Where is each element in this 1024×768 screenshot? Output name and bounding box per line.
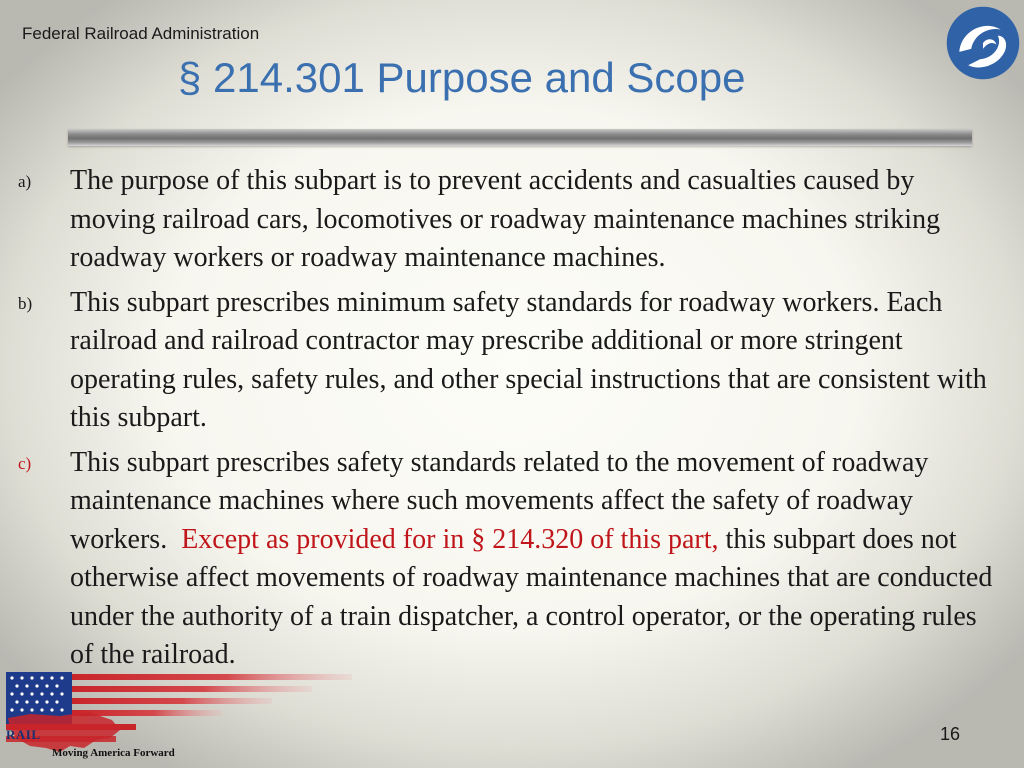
- slide-title: § 214.301 Purpose and Scope: [178, 54, 746, 101]
- list-item: [18, 284, 998, 438]
- item-highlight-text: Except as provided for in § 214.320 of this part,: [181, 523, 719, 555]
- dot-logo-icon: [946, 6, 1020, 80]
- rail-label: RAIL: [6, 727, 41, 742]
- page-number: 16: [940, 724, 961, 744]
- title-divider: [68, 129, 972, 146]
- content-list: [18, 162, 998, 681]
- item-marker: b): [18, 293, 33, 313]
- list-item: [18, 162, 998, 278]
- item-text: The purpose of this subpart is to prevent accidents and casualties caused by moving railroad cars, locomotives or roadway maintenance machines striking roadway workers or roadway maintenance machines.: [70, 165, 941, 273]
- item-marker: a): [18, 172, 32, 191]
- footer-motto: Moving America Forward: [52, 747, 175, 759]
- agency-name: Federal Railroad Administration: [22, 24, 260, 43]
- item-marker: c): [18, 453, 32, 473]
- item-text: This subpart prescribes safety standards related to the movement of roadway maintenance machines where such movements affect the safety of roadway workers.: [70, 446, 929, 555]
- item-text: This subpart prescribes minimum safety standards for roadway workers. Each railroad and railroad contractor may prescribe additional or more stringent operating rules, safety rules, and other special instructions that are consistent with this subpart.: [70, 286, 987, 433]
- list-item: [18, 444, 998, 675]
- item-text: this subpart does not otherwise affect movements of roadway maintenance machines that are conducted under the authority of a train dispatcher, a control operator, or the operating rules of the railroad.: [70, 523, 993, 670]
